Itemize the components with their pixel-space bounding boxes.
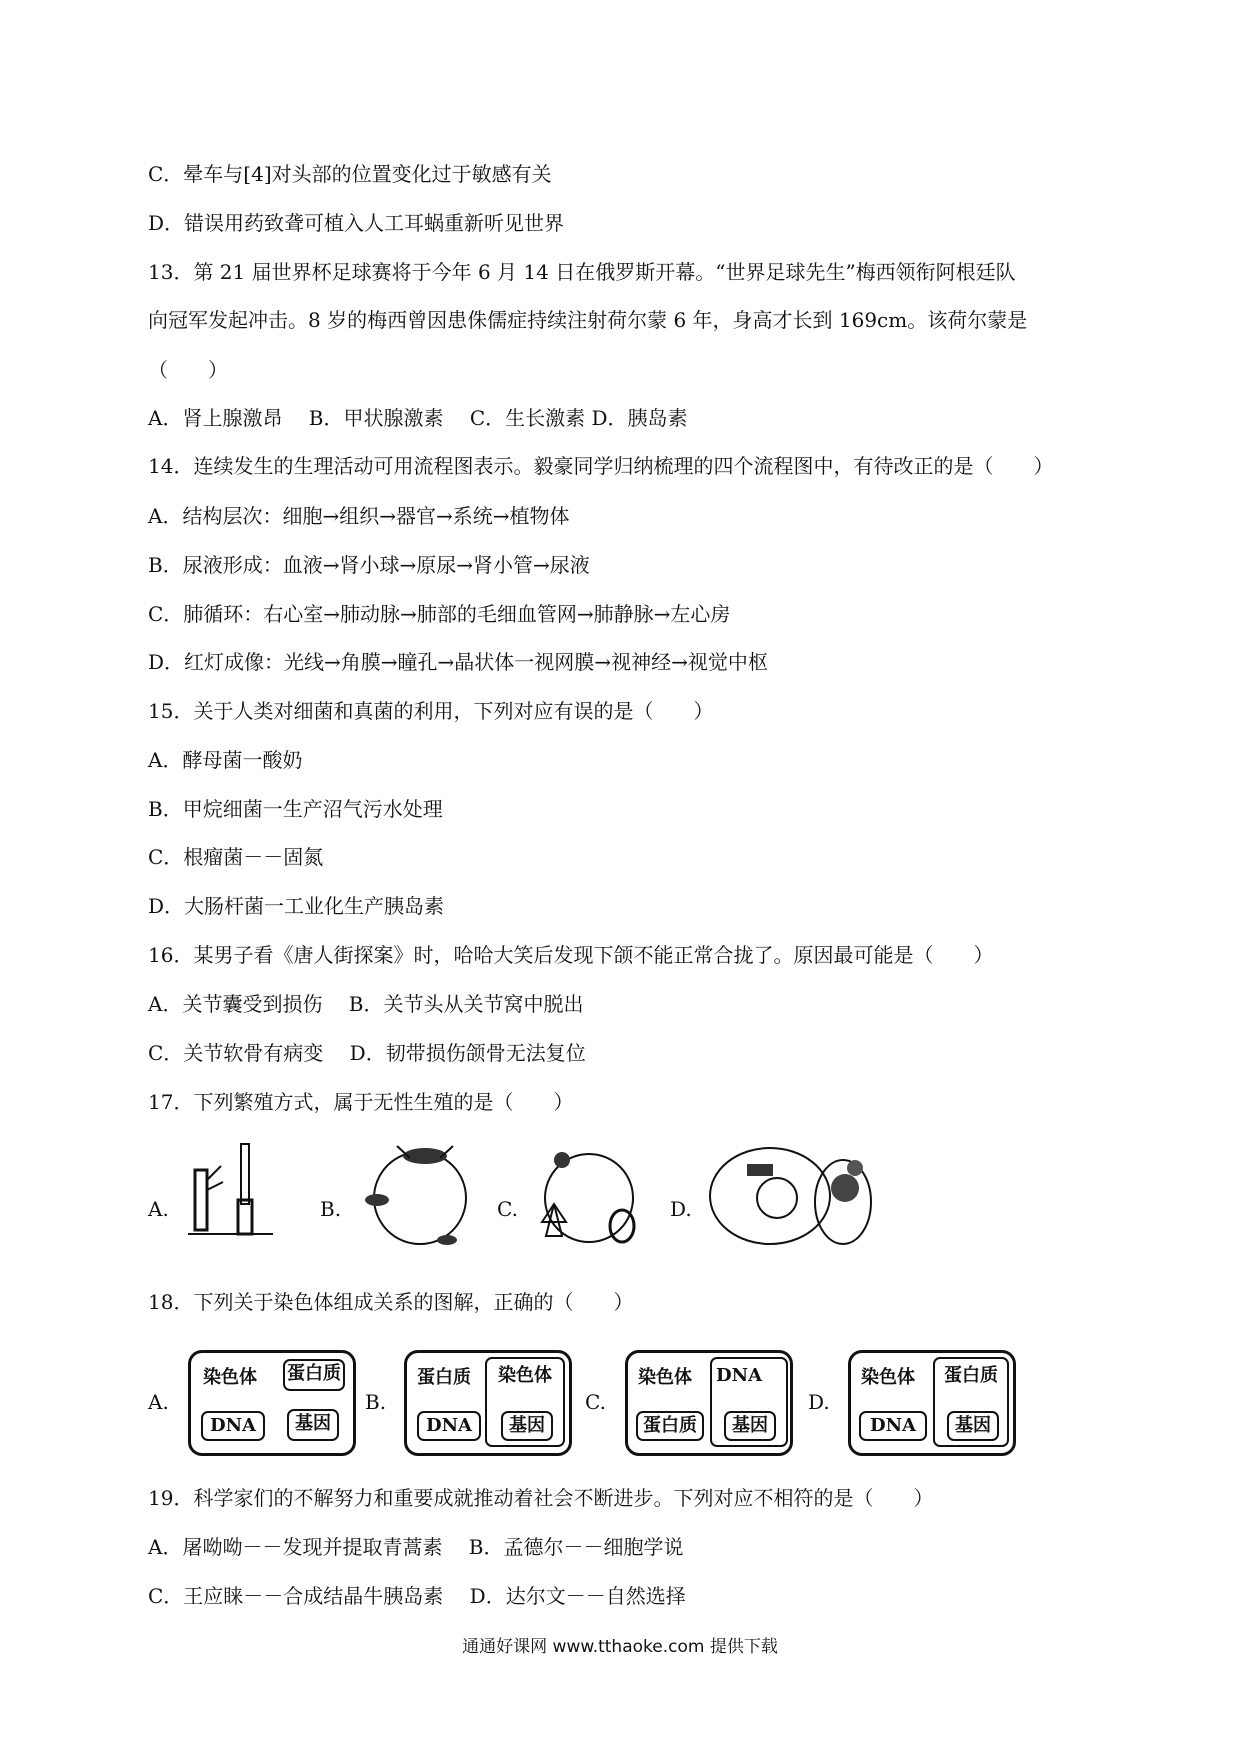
option-line: C．晕车与[4]对头部的位置变化过于敏感有关 [148, 162, 552, 186]
question-15: 15．关于人类对细菌和真菌的利用，下列对应有误的是（ ） [148, 699, 714, 723]
question-19-options-cd: C．王应睐－－合成结晶牛胰岛素 D．达尔文－－自然选择 [148, 1584, 686, 1608]
question-13-line1: 13．第 21 届世界杯足球赛将于今年 6 月 14 日在俄罗斯开幕。“世界足球先生”梅西领衔阿根廷队 [148, 260, 1016, 284]
question-19-options-ab: A．屠呦呦－－发现并提取青蒿素 B．孟德尔－－细胞学说 [148, 1535, 684, 1559]
question-13-line2: 向冠军发起冲击。8 岁的梅西曾因患侏儒症持续注射荷尔蒙 6 年，身高才长到 169cm。该荷尔蒙是 [148, 308, 1028, 332]
question-19: 19．科学家们的不解努力和重要成就推动着社会不断进步。下列对应不相符的是（ ） [148, 1486, 934, 1510]
question-15-option-b: B．甲烷细菌一生产沼气污水处理 [148, 797, 443, 821]
diagram-label: 基因 [287, 1409, 339, 1441]
q17-option-d-label: D. [670, 1197, 692, 1221]
diagram-label: DNA [417, 1411, 481, 1441]
footer-watermark: 通通好课网 www.tthaoke.com 提供下载 [462, 1637, 778, 1657]
q17-option-c-label: C. [497, 1197, 518, 1221]
q18-diagram-b [404, 1350, 572, 1456]
question-14-option-d: D．红灯成像：光线→角膜→瞳孔→晶状体一视网膜→视神经→视觉中枢 [148, 650, 768, 674]
bird-egg-icon [705, 1140, 875, 1250]
question-16-options-ab: A．关节囊受到损伤 B．关节头从关节窝中脱出 [148, 992, 584, 1016]
diagram-label: 基因 [501, 1411, 553, 1441]
diagram-label: DNA [859, 1411, 927, 1441]
question-15-option-a: A．酵母菌一酸奶 [148, 748, 303, 772]
grasshopper-lifecycle-icon [355, 1140, 485, 1250]
diagram-label: 染色体 [638, 1367, 692, 1388]
question-15-option-d: D．大肠杆菌一工业化生产胰岛素 [148, 894, 445, 918]
q17-option-a-label: A. [148, 1197, 169, 1221]
q18-option-a-label: A. [148, 1390, 169, 1414]
question-16: 16．某男子看《唐人街探案》时，哈哈大笑后发现下颌不能正常合拢了。原因最可能是（ ） [148, 943, 994, 967]
diagram-label: 染色体 [861, 1367, 915, 1388]
cutting-plant-icon [183, 1140, 288, 1240]
question-13-line3: （ ） [148, 358, 228, 382]
question-14-option-c: C．肺循环：右心室→肺动脉→肺部的毛细血管网→肺静脉→左心房 [148, 602, 731, 626]
diagram-label: DNA [201, 1411, 265, 1441]
diagram-label: 染色体 [203, 1367, 257, 1388]
butterfly-lifecycle-icon [532, 1140, 647, 1250]
question-18: 18．下列关于染色体组成关系的图解，正确的（ ） [148, 1290, 634, 1314]
question-17: 17．下列繁殖方式，属于无性生殖的是（ ） [148, 1090, 574, 1114]
q18-option-b-label: B. [365, 1390, 387, 1414]
diagram-label: 染色体 [498, 1365, 552, 1386]
diagram-label: 蛋白质 [283, 1359, 345, 1391]
q17-option-b-label: B. [320, 1197, 342, 1221]
q18-diagram-c [625, 1350, 793, 1456]
question-13-options: A．肾上腺激昂 B．甲状腺激素 C．生长激素 D．胰岛素 [148, 406, 688, 430]
question-14-option-a: A．结构层次：细胞→组织→器官→系统→植物体 [148, 504, 570, 528]
diagram-label: 蛋白质 [636, 1411, 704, 1441]
question-14: 14．连续发生的生理活动可用流程图表示。毅豪同学归纳梳理的四个流程图中，有待改正的是（ ） [148, 454, 1054, 478]
question-16-options-cd: C．关节软骨有病变 D．韧带损伤颌骨无法复位 [148, 1041, 586, 1065]
q18-diagram-d [848, 1350, 1016, 1456]
diagram-label: 蛋白质 [417, 1367, 471, 1388]
diagram-label: 蛋白质 [944, 1365, 998, 1386]
option-line: D．错误用药致聋可植入人工耳蜗重新听见世界 [148, 211, 565, 235]
question-14-option-b: B．尿液形成：血液→肾小球→原尿→肾小管→尿液 [148, 553, 590, 577]
diagram-label: 基因 [724, 1411, 776, 1441]
q18-option-d-label: D. [808, 1390, 830, 1414]
diagram-label: DNA [716, 1365, 763, 1386]
q18-option-c-label: C. [585, 1390, 606, 1414]
diagram-label: 基因 [947, 1411, 999, 1441]
question-15-option-c: C．根瘤菌－－固氮 [148, 845, 324, 869]
q18-diagram-a [188, 1350, 356, 1456]
